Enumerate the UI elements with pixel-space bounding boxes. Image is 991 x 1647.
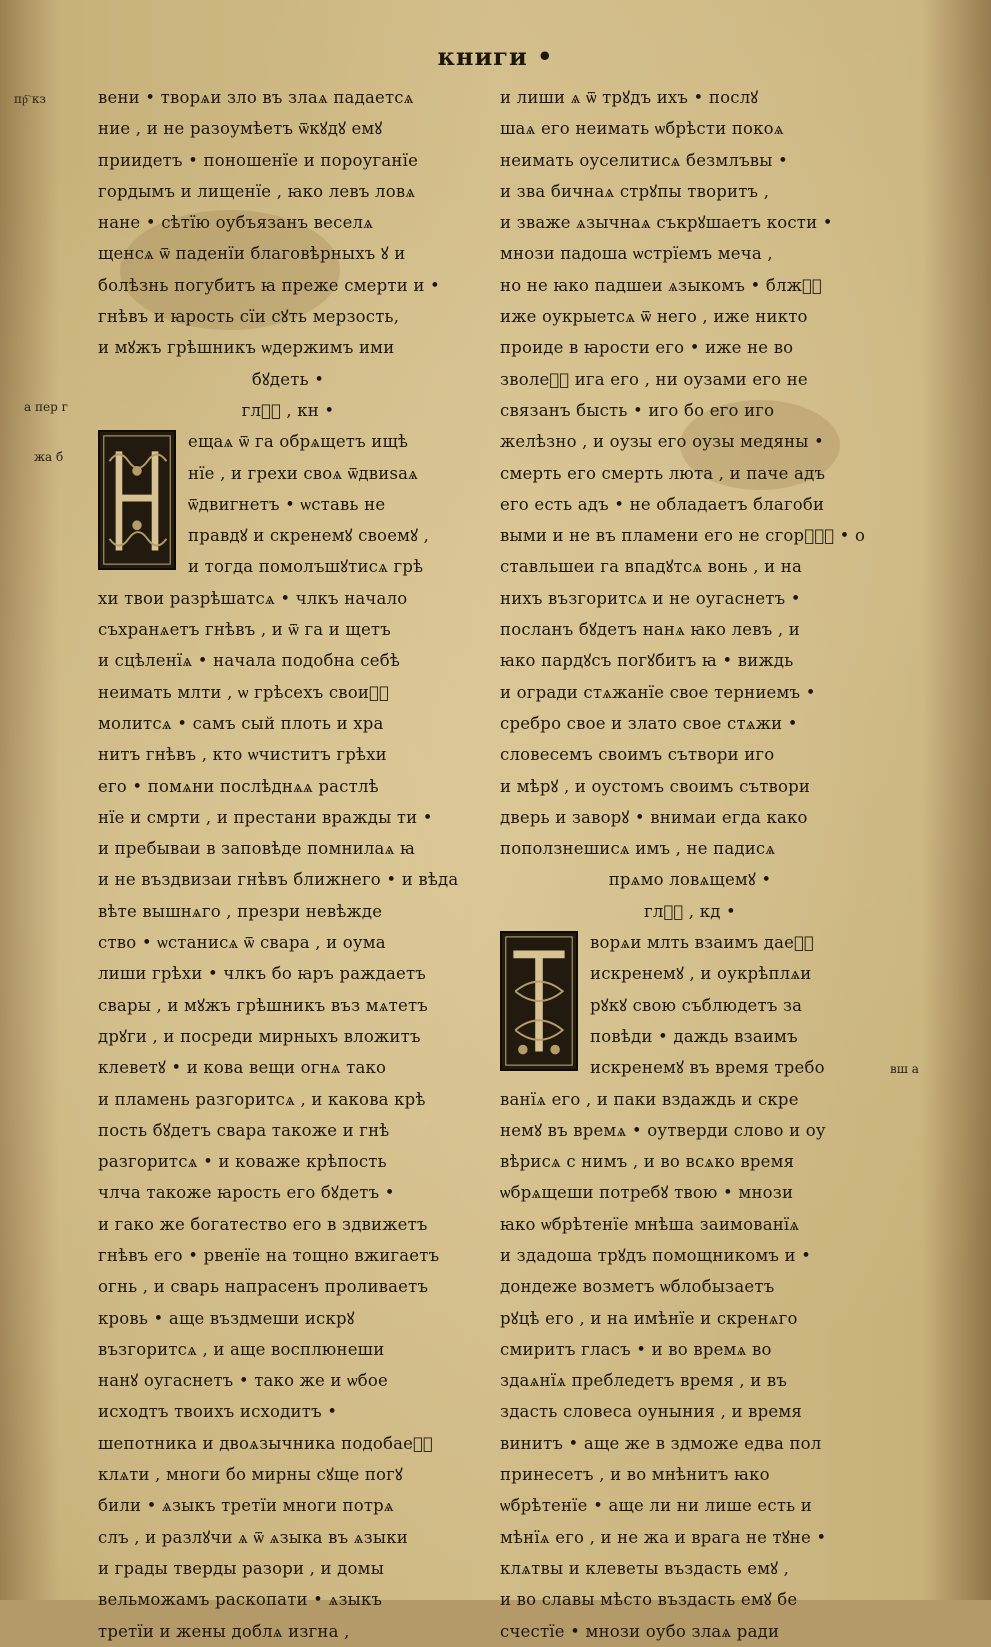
text-line: и сцѣленїѧ • начала подобна себѣ: [98, 651, 400, 671]
text-line: и зваже ѧзычнаѧ съкрꙋшаетъ кости •: [500, 213, 833, 233]
text-line: поползнешисѧ имъ , не падисѧ: [500, 839, 776, 859]
text-line: дверь и заворꙋ • внимаи егда како: [500, 807, 808, 827]
text-line: словесемъ своимъ сътвори иго: [500, 745, 775, 765]
text-line: нихъ възгоритсѧ и не оугаснетъ •: [500, 588, 801, 608]
right-column-top: [500, 82, 880, 864]
text-line: и во славы мѣсто въздасть емꙋ бе: [500, 1590, 798, 1610]
text-line: ꙗко ѡбрѣтенїе мнѣша заимованїѧ: [500, 1214, 800, 1234]
text-line: приидетъ • поношенїе и пороуганїе: [98, 150, 419, 170]
text-line: проиде в ꙗрости его • иже не во: [500, 338, 794, 358]
margin-note: а пер г: [24, 400, 68, 414]
text-line: били • ѧзыкъ третїи многи потрѧ: [98, 1496, 394, 1516]
text-line: и пребываи в заповѣде помнилаѧ ꙗ: [98, 839, 415, 859]
text-line: дрꙋги , и посреди мирныхъ вложитъ: [98, 1026, 421, 1046]
text-line: и пламень разгоритсѧ , и какова крѣ: [98, 1089, 426, 1109]
right-column-body: [500, 1084, 880, 1647]
text-line: ѡбрѧщеши потребꙋ твою • мнози: [500, 1183, 794, 1203]
text-line: щенсѧ ѿ паденїи благовѣрныхъ ꙋ и: [98, 244, 406, 264]
text-line: и не въздвизаи гнѣвъ ближнего • и вѣда: [98, 870, 459, 890]
text-line: вѣрисѧ с нимъ , и во всѧко время: [500, 1152, 795, 1172]
text-line: и мѣрꙋ , и оустомъ своимъ сътвори: [500, 776, 811, 796]
text-line: гордымъ и лищенїе , ꙗко левъ ловѧ: [98, 181, 416, 201]
text-line: и грады тверды разори , и домы: [98, 1558, 385, 1578]
text-line: хи твои разрѣшатсѧ • члкъ начало: [98, 588, 408, 608]
chapter-heading: глⷡ҇ , кн •: [241, 400, 335, 420]
text-line: рꙋкꙋ свою съблюдетъ за: [590, 995, 803, 1015]
right-column: [500, 82, 880, 1647]
text-line: слъ , и разлꙋчи ѧ ѿ ѧзыка въ ѧзыки: [98, 1527, 408, 1547]
illuminated-initial-icon: [98, 430, 176, 570]
text-line: ѿдвигнетъ • ѡставь не: [188, 494, 386, 514]
text-line: вени • творѧи зло въ злаѧ падаетсѧ: [98, 88, 414, 107]
text-line: но не ꙗко падшеи ѧзыкомъ • блжⷽ҇: [500, 275, 822, 295]
text-line: молитсѧ • самъ сый плоть и хра: [98, 713, 384, 733]
text-line: нанꙋ оугаснетъ • тако же и ѡбое: [98, 1371, 388, 1391]
text-line: ванїѧ его , и паки вздаждь и скре: [500, 1089, 799, 1109]
text-line: клѧтвы и клеветы въздасть емꙋ ,: [500, 1558, 790, 1578]
text-line: принесетъ , и во мнѣнитъ ꙗко: [500, 1465, 770, 1485]
text-line: съхранѧетъ гнѣвъ , и ѿ га и щетъ: [98, 620, 391, 640]
text-line: вельможамъ раскопати • ѧзыкъ: [98, 1590, 383, 1610]
margin-note: вш а: [890, 1062, 919, 1076]
margin-note: жа б: [34, 450, 64, 464]
text-line: ставльшеи га впадꙋтсѧ вонь , и на: [500, 557, 803, 577]
text-line: дондеже возметъ ѡблобызаетъ: [500, 1277, 775, 1297]
illuminated-initial-icon: [500, 931, 578, 1071]
text-line: члча такоже ꙗрость его бꙋдетъ •: [98, 1183, 395, 1203]
text-line: и лиши ѧ ѿ трꙋдъ ихъ • послꙋ: [500, 88, 759, 107]
text-line: правдꙋ и скренемꙋ своемꙋ ,: [188, 526, 430, 546]
text-line: пость бꙋдетъ свара такоже и гнѣ: [98, 1120, 390, 1140]
text-line: выми и не въ пламени его не сгорѧⷮ҇ • о: [500, 526, 866, 546]
text-line: и мꙋжъ грѣшникъ ѡдержимъ ими: [98, 338, 395, 358]
text-line: гнѣвъ и ꙗрость сїи сꙋть мерзость,: [98, 307, 400, 327]
page-header: книги •: [437, 42, 554, 71]
text-line: искренемꙋ въ время требо: [590, 1058, 825, 1078]
text-line: прѧмо ловѧщемꙋ •: [608, 870, 772, 890]
text-line: ѡбрѣтенїе • аще ли ни лише есть и: [500, 1496, 812, 1516]
text-line: шаѧ его неимать ѡбрѣсти покоѧ: [500, 119, 784, 139]
text-line: нитъ гнѣвъ , кто ѡчиститъ грѣхи: [98, 745, 387, 765]
text-line: желѣзно , и оузы его оузы медяны •: [500, 432, 824, 452]
text-line: и огради стѧжанїе свое терниемъ •: [500, 682, 816, 702]
text-line: неимать млти , ѡ грѣсехъ своиⷯ҇: [98, 682, 389, 702]
text-line: клѧти , многи бо мирны сꙋще погꙋ: [98, 1465, 403, 1485]
margin-note: пр҇ кз: [14, 92, 46, 106]
text-line: сребро свое и злато свое стѧжи •: [500, 713, 798, 733]
text-line: нїе , и грехи своѧ ѿдвиѕаѧ: [188, 463, 419, 483]
text-line: здасть словеса оуныния , и время: [500, 1402, 803, 1422]
text-line: и здадоша трꙋдъ помощникомъ и •: [500, 1245, 812, 1265]
text-line: нане • сѣтїю оубъязанъ веселѧ: [98, 213, 374, 233]
text-line: разгоритсѧ • и коваже крѣпость: [98, 1152, 387, 1172]
text-line: клеветꙋ • и кова вещи огнѧ тако: [98, 1058, 387, 1078]
text-line: лиши грѣхи • члкъ бо ꙗръ раждаетъ: [98, 964, 427, 984]
text-line: его есть адъ • не обладаетъ благоби: [500, 494, 825, 514]
text-line: иже оукрыетсѧ ѿ него , иже никто: [500, 307, 808, 327]
text-line: възгоритсѧ , и аще восплюнеши: [98, 1339, 385, 1359]
text-line: счестїе • мнози оубо злаѧ ради: [500, 1621, 780, 1641]
text-line: огнь , и сварь напрасенъ проливаетъ: [98, 1277, 429, 1297]
left-column-body: [98, 583, 478, 1647]
text-line: мнози падоша ѡстрїемъ меча ,: [500, 244, 773, 264]
text-line: смерть его смерть люта , и паче адъ: [500, 463, 826, 483]
text-line: и гако же богатество его в здвижетъ: [98, 1214, 428, 1234]
text-line: болѣзнь погубитъ ꙗ преже смерти и •: [98, 275, 440, 295]
text-line: смиритъ гласъ • и во времѧ во: [500, 1339, 772, 1359]
text-line: здаѧнїѧ пребледетъ время , и въ: [500, 1371, 788, 1391]
text-line: посланъ бꙋдетъ нанѧ ꙗко левъ , и: [500, 620, 800, 640]
text-line: третїи и жены доблѧ изгна ,: [98, 1621, 350, 1641]
text-line: зволеⷦ҇ ига его , ни оузами его не: [500, 369, 808, 389]
text-line: и тогда помолъшꙋтисѧ грѣ: [188, 557, 424, 577]
text-line: кровь • аще въздмеши искрꙋ: [98, 1308, 355, 1328]
text-line: гнѣвъ его • рвенїе на тощно вжигаетъ: [98, 1245, 440, 1265]
text-line: повѣди • даждь взаимъ: [590, 1026, 798, 1046]
text-line: немꙋ въ времѧ • оутверди слово и оу: [500, 1120, 826, 1140]
text-line: связанъ бысть • иго бо его иго: [500, 400, 775, 420]
text-line: ство • ѡстанисѧ ѿ свара , и оума: [98, 933, 386, 953]
text-line: шепотника и двоѧзычника подобаеⷮ҇: [98, 1433, 433, 1453]
text-line: ꙗко пардꙋсъ погꙋбитъ ꙗ • виждь: [500, 651, 794, 671]
text-line: его • помѧни послѣднѧѧ растлѣ: [98, 776, 379, 796]
text-line: ещаѧ ѿ га обрѧщетъ ищѣ: [188, 432, 409, 452]
text-line: неимать оуселитисѧ безмлъвы •: [500, 150, 788, 170]
text-line: ворѧи млть взаимъ даеⷮ҇: [590, 933, 814, 953]
text-line: нїе и смрти , и престани вражды ти •: [98, 807, 433, 827]
left-column: [98, 82, 478, 1647]
text-line: вѣте вышнѧго , презри невѣжде: [98, 901, 383, 921]
text-line: и зва бичнаѧ стрꙋпы творитъ ,: [500, 181, 770, 201]
text-line: ние , и не разоумѣетъ ѿкꙋдꙋ емꙋ: [98, 119, 383, 139]
illuminated-paragraph: [98, 426, 478, 582]
text-line: винитъ • аще же в здможе едва пол: [500, 1433, 822, 1453]
text-line: исходтъ твоихъ исходитъ •: [98, 1402, 338, 1422]
chapter-heading: глⷡ҇ , кд •: [644, 901, 736, 921]
text-line: бꙋдеть •: [251, 369, 325, 389]
text-line: искренемꙋ , и оукрѣплѧи: [590, 964, 812, 984]
text-line: мѣнїѧ его , и не жа и врага не тꙋне •: [500, 1527, 827, 1547]
illuminated-paragraph: [500, 927, 880, 1083]
text-line: свары , и мꙋжъ грѣшникъ въз мѧтетъ: [98, 995, 428, 1015]
text-line: рꙋцѣ его , и на имѣнїе и скренѧго: [500, 1308, 798, 1328]
